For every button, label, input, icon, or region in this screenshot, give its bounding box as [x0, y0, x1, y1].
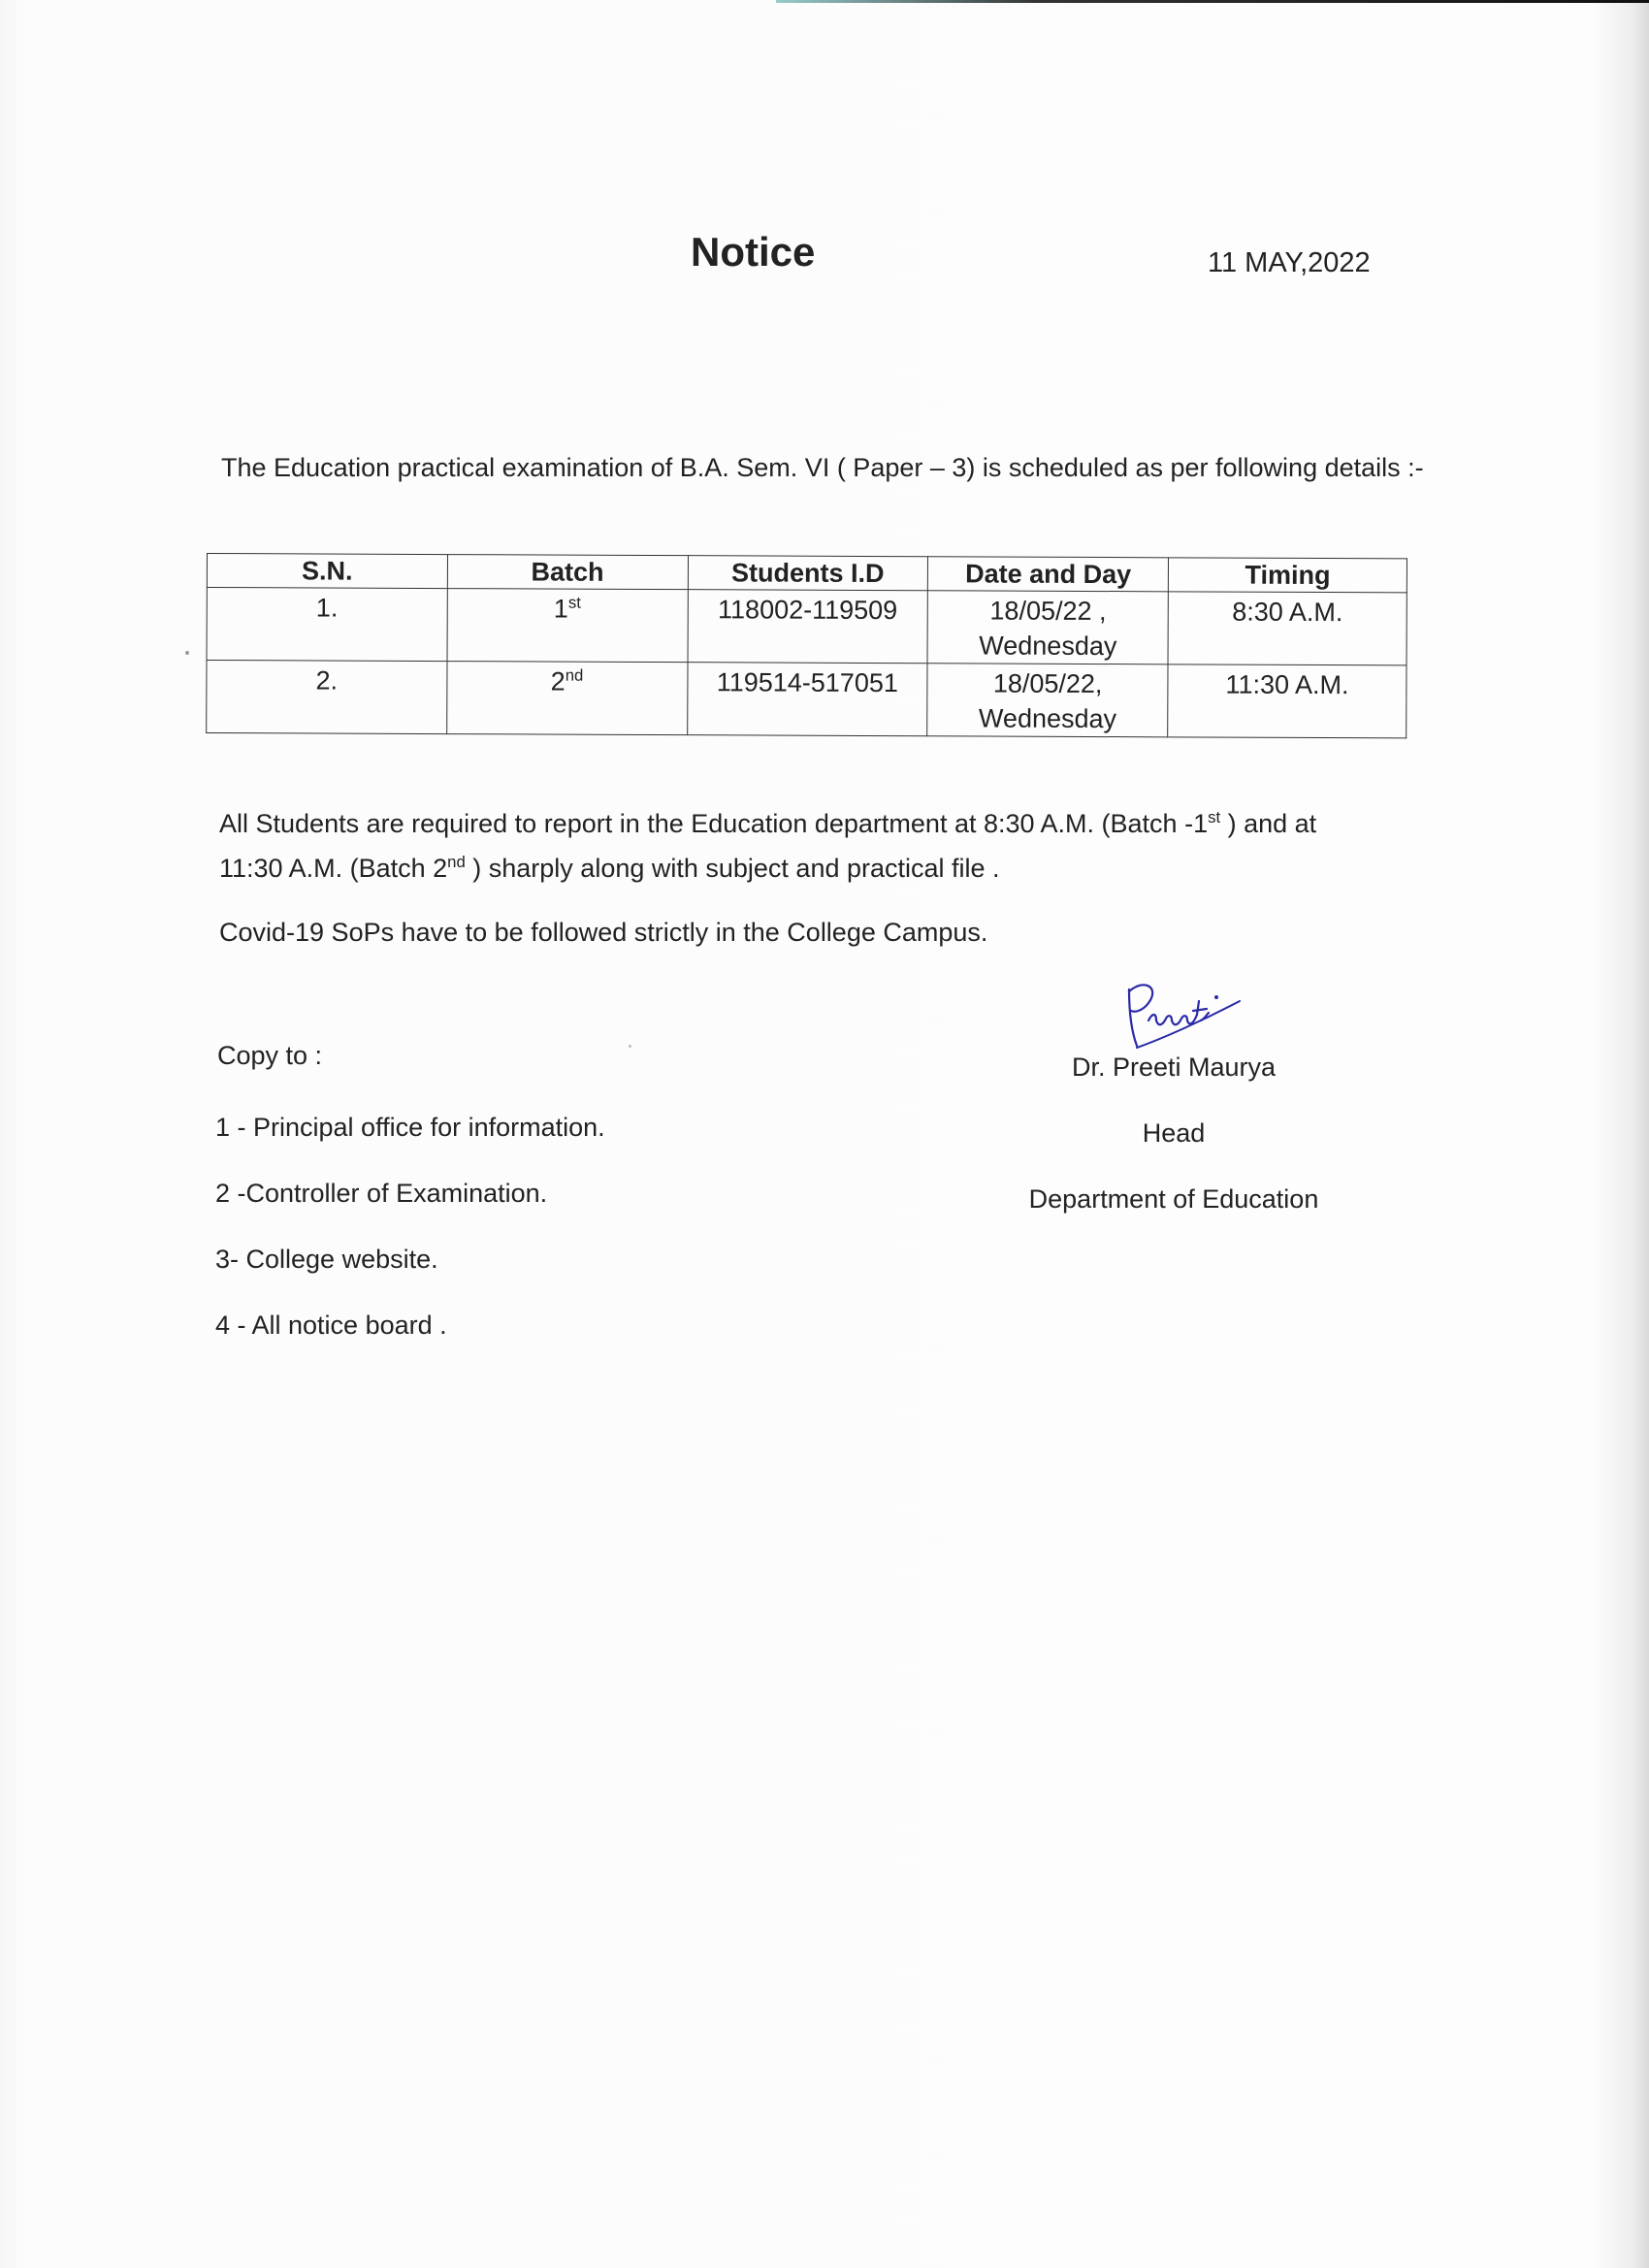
cell-date-day — [927, 591, 1168, 664]
cell-sn: 1. — [207, 588, 447, 662]
exam-date: 18/05/22 , — [989, 596, 1107, 627]
cell-timing: 8:30 A.M. — [1168, 592, 1406, 665]
cell-sn: 2. — [207, 661, 447, 734]
header-sn: S.N. — [207, 554, 447, 589]
exam-date: 18/05/22, — [992, 668, 1103, 699]
batch-number: 2 — [550, 666, 566, 697]
list-item: 2 -Controller of Examination. — [215, 1179, 548, 1208]
cell-students-id: 118002-119509 — [688, 590, 928, 664]
covid-instructions: Covid-19 SoPs have to be followed strictly in the College Campus. — [219, 918, 988, 947]
notice-title: Notice — [691, 229, 816, 275]
intro-paragraph: The Education practical examination of B.A. Sem. VI ( Paper – 3) is scheduled as per following details :- — [221, 453, 1424, 482]
batch-number: 1 — [553, 594, 568, 624]
notice-date: 11 MAY,2022 — [1208, 247, 1371, 278]
instruction-text: ) sharply along with subject and practical file . — [465, 854, 1000, 883]
header-date-day: Date and Day — [928, 557, 1169, 592]
header-students-id: Students I.D — [688, 556, 928, 591]
cell-batch — [446, 662, 687, 735]
reporting-instructions — [219, 801, 1519, 891]
instruction-text: ) and at — [1220, 809, 1317, 838]
instruction-text: 11:30 A.M. (Batch 2 — [219, 854, 448, 883]
cell-batch — [447, 589, 688, 663]
cell-students-id: 119514-517051 — [687, 663, 927, 736]
exam-schedule-table — [206, 553, 1407, 738]
signatory-block — [1009, 1048, 1339, 1246]
list-item: 3- College website. — [215, 1245, 438, 1274]
exam-day: Wednesday — [979, 631, 1117, 662]
signatory-designation: Head — [1142, 1118, 1206, 1148]
cell-timing: 11:30 A.M. — [1168, 664, 1406, 738]
copy-to-list — [215, 1108, 605, 1372]
signatory-department: Department of Education — [1028, 1184, 1319, 1214]
scan-edge — [776, 0, 1649, 3]
signatory-name: Dr. Preeti Maurya — [1071, 1053, 1277, 1082]
cell-date-day — [927, 664, 1168, 737]
instruction-sup: st — [1208, 808, 1221, 826]
scan-speck — [185, 651, 189, 655]
header-batch: Batch — [447, 555, 688, 590]
instruction-sup: nd — [447, 853, 466, 871]
instruction-text: All Students are required to report in the Education department at 8:30 A.M. (Batch -1 — [219, 809, 1209, 838]
header-timing: Timing — [1169, 558, 1407, 593]
list-item: 1 - Principal office for information. — [215, 1113, 605, 1142]
list-item: 4 - All notice board . — [215, 1311, 447, 1340]
exam-day: Wednesday — [978, 703, 1117, 734]
scan-speck — [629, 1045, 631, 1048]
table-header-row — [207, 554, 1406, 593]
copy-to-label: Copy to : — [217, 1041, 323, 1070]
table-row — [207, 588, 1406, 665]
batch-suffix: nd — [565, 665, 584, 685]
batch-suffix: st — [567, 593, 581, 612]
table-row — [207, 661, 1406, 738]
